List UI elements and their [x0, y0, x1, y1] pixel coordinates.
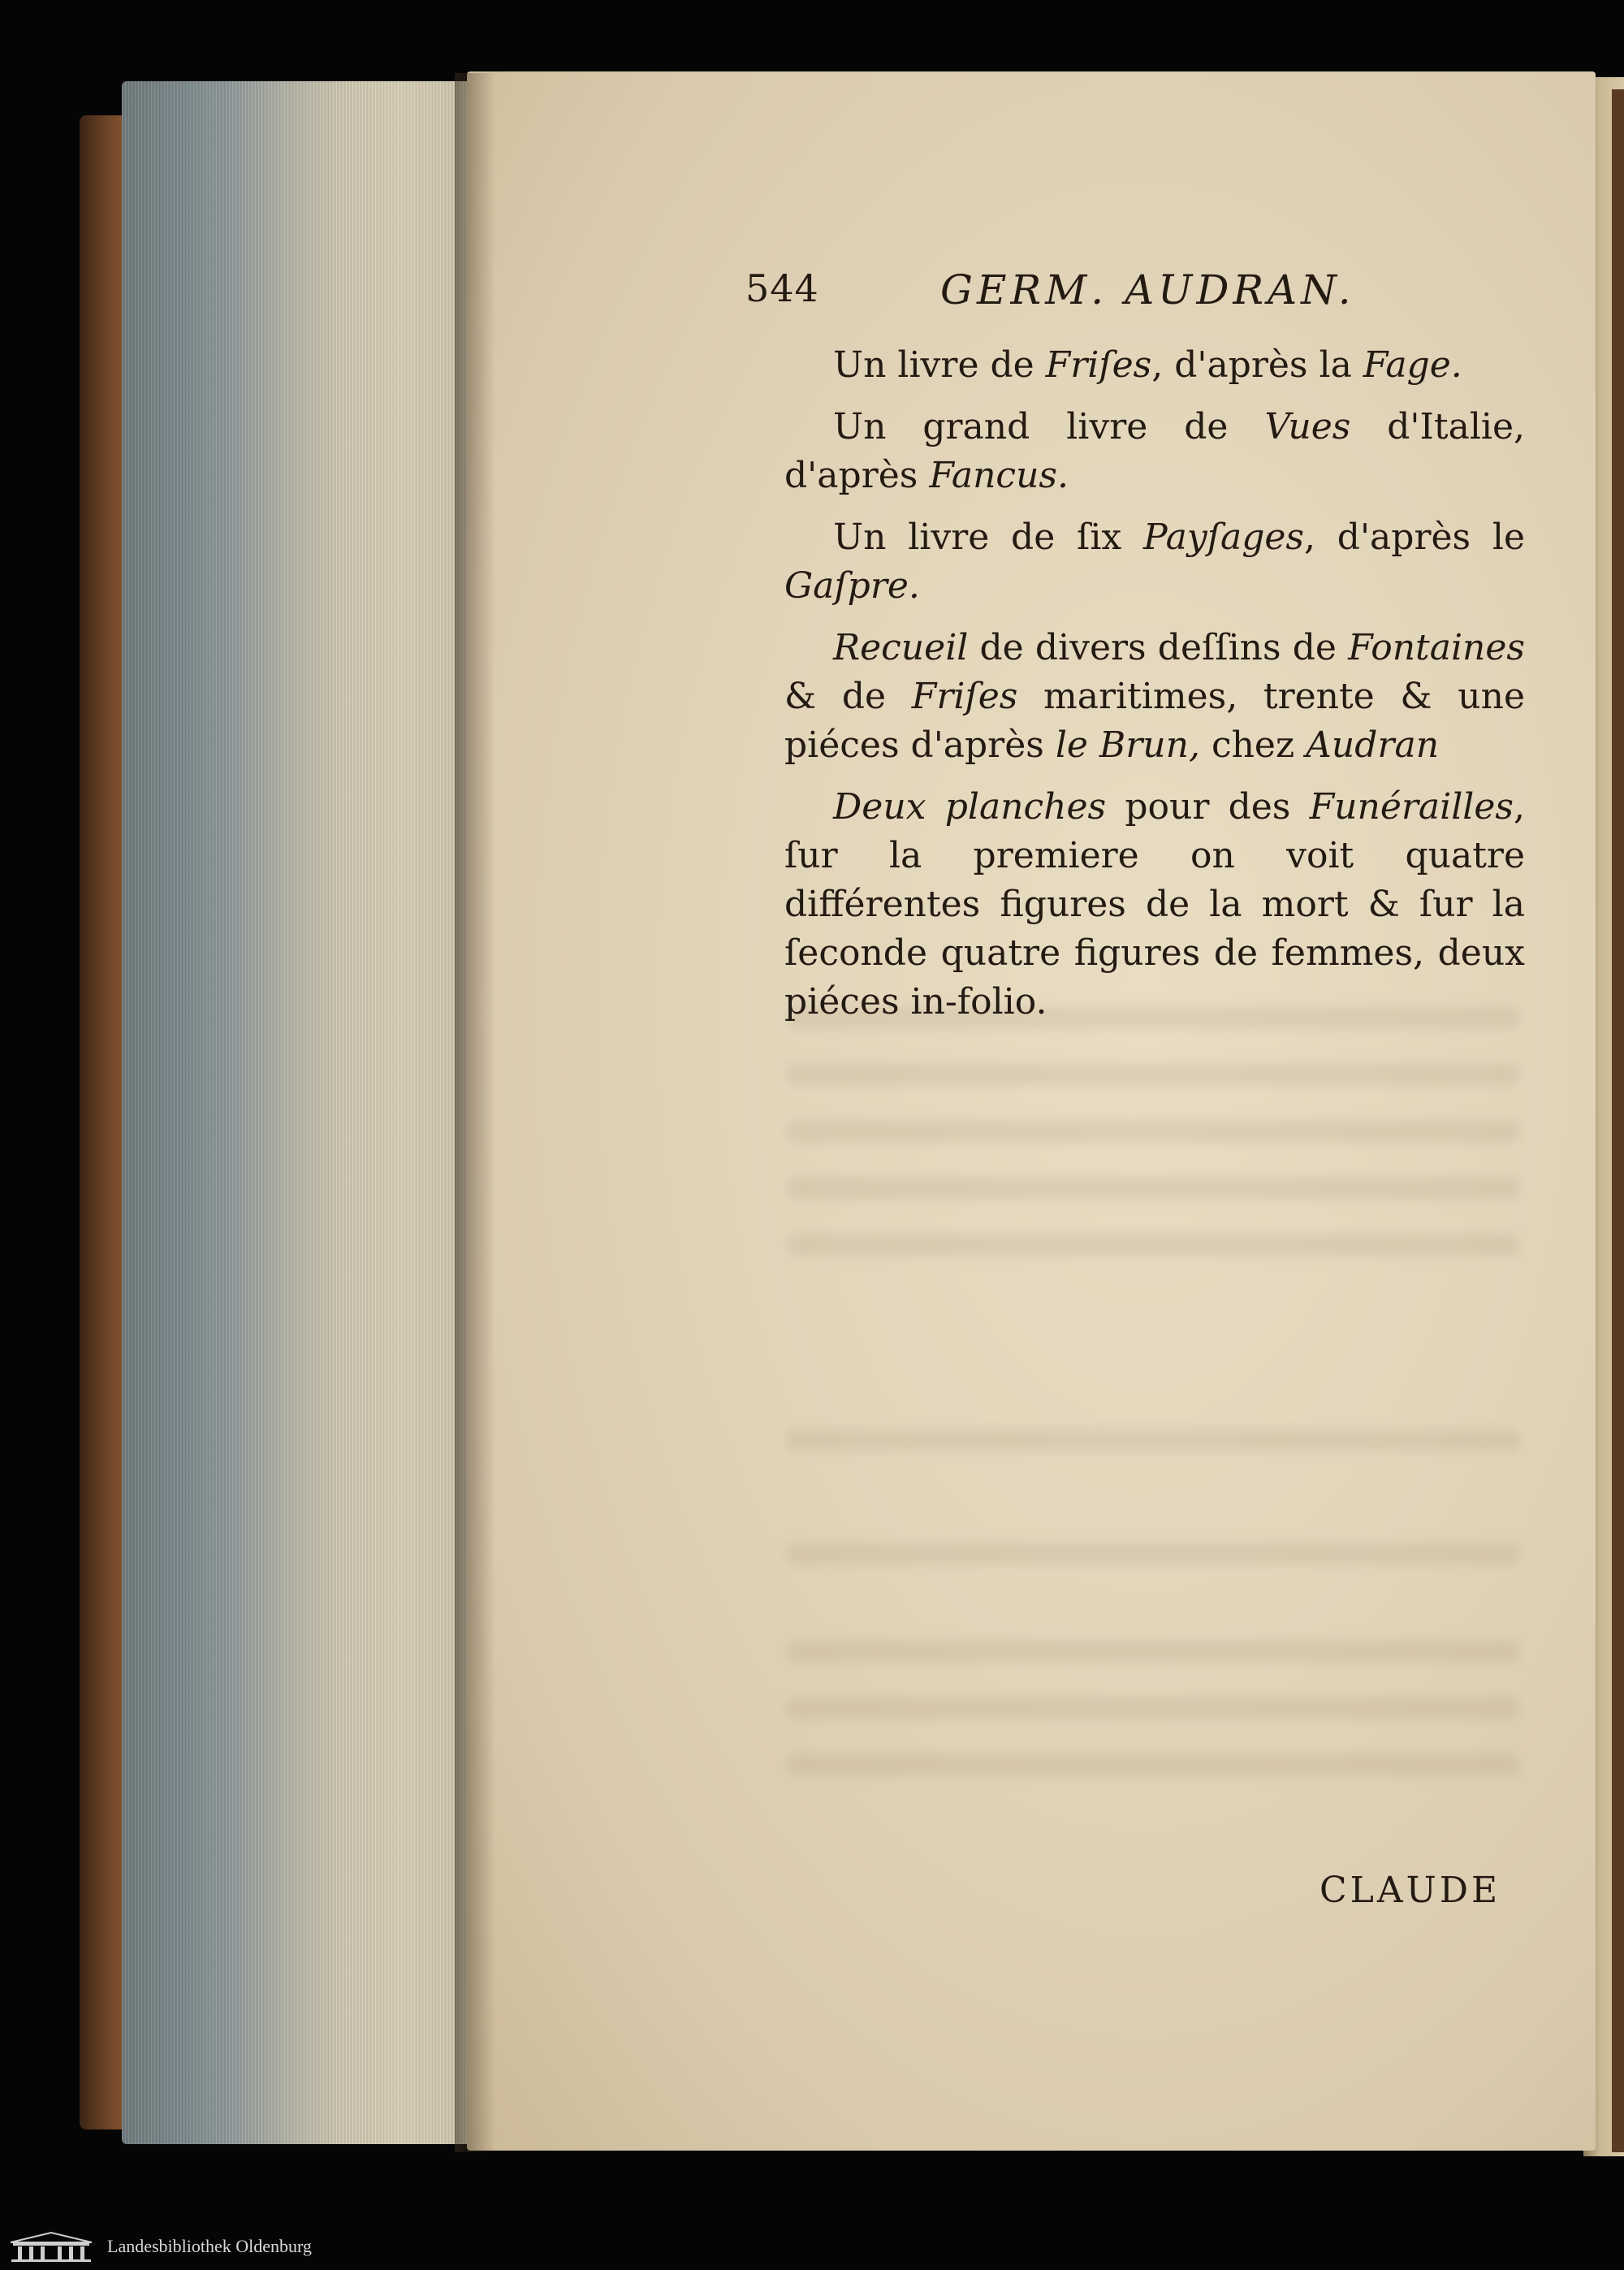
italic-text: Fancus. [929, 455, 1069, 496]
italic-text: Recueil [833, 627, 969, 668]
roman-text: de divers deſſins de [968, 627, 1349, 668]
show-through [788, 1121, 1518, 1142]
page-body [784, 341, 1525, 1040]
gutter-shadow [455, 73, 495, 2152]
roman-text: & de [784, 676, 912, 717]
show-through [788, 1178, 1518, 1199]
italic-text: Friſes [1045, 344, 1152, 386]
page-block-edges [122, 81, 479, 2144]
roman-text: Un livre de ſix [833, 517, 1143, 558]
catalog-entry [784, 403, 1525, 500]
running-head [745, 266, 1436, 323]
show-through [788, 1064, 1518, 1085]
catalog-entry [784, 624, 1525, 770]
show-through [788, 1429, 1518, 1451]
show-through [788, 1754, 1518, 1775]
italic-text: Audran [1306, 724, 1440, 766]
roman-text: maritimes, trente & une piéces d'après [784, 676, 1526, 766]
italic-text: Payſages [1142, 517, 1305, 558]
catalog-entry [784, 341, 1525, 390]
roman-text: pour des [1106, 786, 1310, 828]
catalog-entry [784, 513, 1525, 611]
roman-text: , ſur la premiere on voit quatre différentes figures de la mort & ſur la ſeconde quatre figures de femmes, deux piéces in-folio. [784, 786, 1525, 1023]
running-title: GERM. AUDRAN. [940, 266, 1355, 313]
italic-text: Friſes [911, 676, 1018, 717]
library-building-icon [6, 2231, 96, 2264]
footer-bar [0, 2221, 1624, 2270]
italic-text: Vues [1264, 406, 1351, 448]
italic-text: le Brun, [1055, 724, 1200, 766]
roman-text: , d'après le [1304, 517, 1525, 558]
roman-text: Un livre de [833, 344, 1046, 386]
italic-text: Gaſpre. [784, 565, 920, 607]
roman-text: Un grand livre de [833, 406, 1265, 448]
italic-text: Deux planches [833, 786, 1107, 828]
roman-text: chez [1199, 724, 1307, 766]
italic-text: Funérailles [1309, 786, 1514, 828]
catchword: CLAUDE [1320, 1870, 1501, 1911]
show-through [788, 1697, 1518, 1719]
show-through [788, 1234, 1518, 1256]
library-name: Landesbibliothek Oldenburg [107, 2236, 312, 2256]
roman-text: , d'après la [1151, 344, 1363, 386]
show-through [788, 1543, 1518, 1564]
book-cover-right [1612, 89, 1624, 2152]
italic-text: Fage. [1363, 344, 1462, 386]
page-number: 544 [745, 266, 819, 310]
show-through [788, 1641, 1518, 1662]
roman-text: d'Italie, d'après [784, 406, 1525, 496]
catalog-entry [784, 783, 1525, 1027]
italic-text: Fontaines [1348, 627, 1525, 668]
